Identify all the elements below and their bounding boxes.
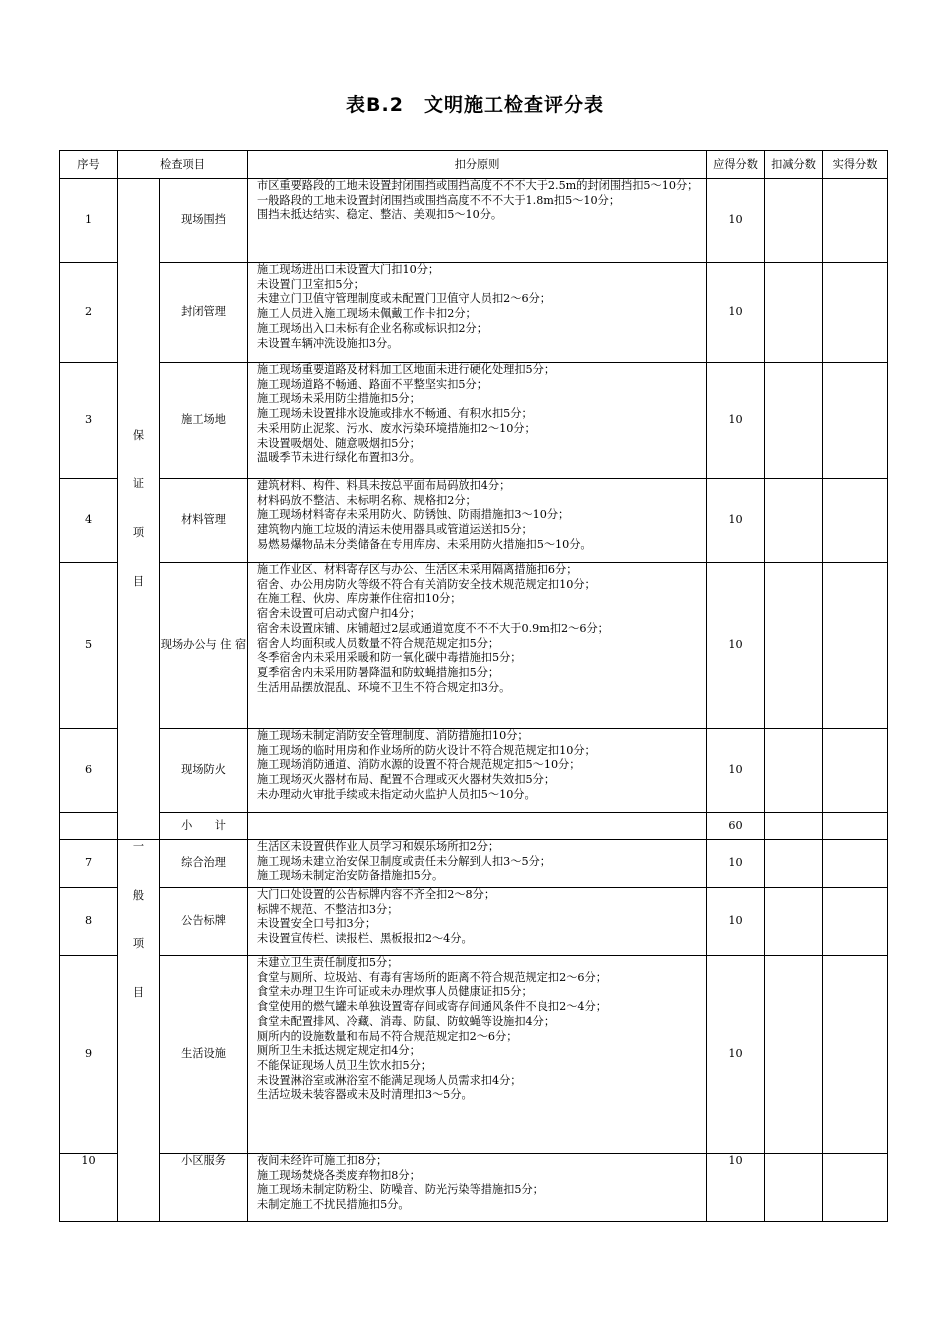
rule-line: 生活用品摆放混乱、环境不卫生不符合规定扣3分。 (257, 680, 511, 694)
inspection-score-table (59, 150, 888, 1222)
rule-line: 施工现场出入口未标有企业名称或标识扣2分； (257, 321, 488, 335)
actual-score-cell[interactable] (823, 840, 888, 888)
actual-score-cell[interactable] (823, 179, 888, 263)
table-header-row (60, 151, 888, 179)
deduct-score-cell[interactable] (765, 1154, 823, 1222)
rule-line: 夏季宿舍内未采用防暑降温和防蚊蝇措施扣5分； (257, 665, 500, 679)
row-number: 6 (60, 729, 118, 813)
category-char: 项 (132, 526, 145, 539)
rule-line: 施工现场未建立治安保卫制度或责任未分解到人扣3～5分； (257, 854, 551, 868)
table-body (60, 151, 888, 1222)
page-title: 表B.2 文明施工检查评分表 (346, 94, 604, 116)
rule-line: 施工现场的临时用房和作业场所的防火设计不符合规范规定扣10分； (257, 743, 596, 757)
rule-line: 施工现场未制定治安防备措施扣5分。 (257, 869, 444, 883)
deduct-score-cell[interactable] (765, 840, 823, 888)
check-item-name: 生活设施 (160, 956, 248, 1154)
rule-line: 施工现场进出口未设置大门扣10分； (257, 263, 440, 276)
rule-line: 宿舍人均面积或人员数量不符合规范规定扣5分； (257, 636, 500, 650)
table-row (60, 263, 888, 363)
table-row (60, 729, 888, 813)
row-number: 1 (60, 179, 118, 263)
table-row (60, 479, 888, 563)
category-char: 保 (132, 428, 145, 442)
rule-line: 施工现场未设置排水设施或排水不畅通、有积水扣5分； (257, 407, 533, 421)
actual-score-cell[interactable] (823, 956, 888, 1154)
deduct-score-cell[interactable] (765, 263, 823, 363)
deduction-rules (248, 563, 707, 729)
rule-line: 厕所内的设施数量和布局不符合规范规定扣2～6分； (257, 1029, 518, 1043)
subtotal-seq (60, 813, 118, 840)
rule-line: 市区重要路段的工地未设置封闭围挡或围挡高度不不不大于2.5m的封闭围挡扣5～10分； (257, 179, 699, 192)
due-score: 10 (707, 888, 765, 956)
check-item-name: 现场办公与 住 宿 (160, 563, 248, 729)
deduction-rules (248, 840, 707, 888)
subtotal-rules (248, 813, 707, 840)
due-score: 10 (707, 263, 765, 363)
rule-line: 冬季宿舍内未采用采暖和防一氧化碳中毒措施扣5分； (257, 651, 522, 665)
rule-line: 未设置安全口号扣3分； (257, 917, 377, 931)
deduction-rules (248, 888, 707, 956)
rule-line: 不能保证现场人员卫生饮水扣5分； (257, 1058, 432, 1072)
category-char: 项 (132, 937, 145, 951)
deduct-score-cell[interactable] (765, 363, 823, 479)
deduct-score-cell[interactable] (765, 563, 823, 729)
row-number: 10 (60, 1154, 118, 1222)
rule-line: 生活垃圾未装容器或未及时清理扣3～5分。 (257, 1088, 473, 1102)
row-number: 2 (60, 263, 118, 363)
table-row (60, 363, 888, 479)
rule-line: 食堂未配置排风、冷藏、消毒、防鼠、防蚊蝇等设施扣4分； (257, 1014, 556, 1028)
check-item-name: 小区服务 (160, 1154, 248, 1222)
rule-line: 食堂与厕所、垃圾站、有毒有害场所的距离不符合规范规定扣2～6分； (257, 970, 607, 984)
check-item-name: 现场防火 (160, 729, 248, 813)
category-char: 证 (132, 477, 145, 491)
actual-score-cell[interactable] (823, 479, 888, 563)
header-rules: 扣分原则 (248, 151, 707, 179)
deduction-rules (248, 479, 707, 563)
row-number: 7 (60, 840, 118, 888)
table-row (60, 956, 888, 1154)
category-char: 目 (132, 986, 145, 1000)
due-score: 10 (707, 956, 765, 1154)
header-seq: 序号 (60, 151, 118, 179)
due-score: 10 (707, 563, 765, 729)
actual-score-cell[interactable] (823, 729, 888, 813)
rule-line: 在施工程、伙房、库房兼作住宿扣10分； (257, 592, 462, 606)
check-item-name: 现场围挡 (160, 179, 248, 263)
rule-line: 施工现场重要道路及材料加工区地面未进行硬化处理扣5分； (257, 363, 556, 376)
rule-line: 未制定施工不扰民措施扣5分。 (257, 1198, 410, 1212)
rule-line: 未建立卫生责任制度扣5分； (257, 956, 399, 969)
rule-line: 宿舍、办公用房防火等级不符合有关消防安全技术规范规定扣10分； (257, 577, 596, 591)
deduction-rules (248, 263, 707, 363)
check-item-name: 材料管理 (160, 479, 248, 563)
rule-line: 未采用防止泥浆、污水、废水污染环境措施扣2～10分； (257, 421, 536, 435)
table-row (60, 1154, 888, 1222)
subtotal-row (60, 813, 888, 840)
deduct-score-cell[interactable] (765, 888, 823, 956)
check-item-name: 公告标牌 (160, 888, 248, 956)
category-char: 一 (132, 840, 145, 853)
rule-line: 施工现场焚烧各类废弃物扣8分； (257, 1168, 421, 1182)
row-number: 8 (60, 888, 118, 956)
rule-line: 施工人员进入施工现场未佩戴工作卡扣2分； (257, 307, 477, 321)
rule-line: 未设置门卫室扣5分； (257, 277, 365, 291)
actual-score-cell[interactable] (823, 363, 888, 479)
table-row (60, 888, 888, 956)
rule-line: 围挡未抵达结实、稳定、整洁、美观扣5～10分。 (257, 208, 503, 222)
rule-line: 未设置吸烟处、随意吸烟扣5分； (257, 436, 421, 450)
due-score: 10 (707, 840, 765, 888)
header-actual: 实得分数 (823, 151, 888, 179)
table-row (60, 563, 888, 729)
rule-line: 标牌不规范、不整洁扣3分； (257, 902, 399, 916)
actual-score-cell[interactable] (823, 563, 888, 729)
header-due: 应得分数 (707, 151, 765, 179)
actual-score-cell[interactable] (823, 1154, 888, 1222)
deduct-score-cell[interactable] (765, 729, 823, 813)
rule-line: 易燃易爆物品未分类储备在专用库房、未采用防火措施扣5～10分。 (257, 537, 592, 551)
due-score: 10 (707, 729, 765, 813)
rule-line: 厕所卫生未抵达规定规定扣4分； (257, 1044, 421, 1058)
rule-line: 施工现场未制定消防安全管理制度、消防措施扣10分； (257, 729, 529, 742)
subtotal-actual[interactable] (823, 813, 888, 840)
row-number: 3 (60, 363, 118, 479)
subtotal-label: 小 计 (160, 813, 248, 840)
rule-line: 建筑物内施工垃圾的清运未使用器具或管道运送扣5分； (257, 523, 533, 537)
rule-line: 食堂使用的燃气罐未单独设置寄存间或寄存间通风条件不良扣2～4分； (257, 1000, 607, 1014)
rule-line: 宿舍未设置床铺、床铺超过2层或通道宽度不不不大于0.9m扣2～6分； (257, 621, 609, 635)
category-general-items (118, 840, 160, 1222)
subtotal-score: 60 (707, 813, 765, 840)
rule-line: 施工现场未制定防粉尘、防噪音、防光污染等措施扣5分； (257, 1183, 544, 1197)
rule-line: 温暖季节未进行绿化布置扣3分。 (257, 451, 421, 465)
due-score: 10 (707, 363, 765, 479)
deduction-rules (248, 363, 707, 479)
deduct-score-cell[interactable] (765, 479, 823, 563)
category-char: 般 (132, 888, 145, 902)
deduction-rules (248, 956, 707, 1154)
check-item-name: 综合治理 (160, 840, 248, 888)
deduction-rules (248, 729, 707, 813)
rule-line: 材料码放不整洁、未标明名称、规格扣2分； (257, 493, 477, 507)
row-number: 5 (60, 563, 118, 729)
rule-line: 食堂未办理卫生许可证或未办理炊事人员健康证扣5分； (257, 985, 533, 999)
rule-line: 建筑材料、构件、料具未按总平面布局码放扣4分； (257, 479, 511, 492)
check-item-name: 封闭管理 (160, 263, 248, 363)
rule-line: 施工现场道路不畅通、路面不平整坚实扣5分； (257, 377, 488, 391)
deduction-rules (248, 179, 707, 263)
rule-line: 未设置淋浴室或淋浴室不能满足现场人员需求扣4分； (257, 1073, 522, 1087)
deduct-score-cell[interactable] (765, 956, 823, 1154)
table-row (60, 840, 888, 888)
category-guarantee-items (118, 179, 160, 840)
rule-line: 未建立门卫值守管理制度或未配置门卫值守人员扣2～6分； (257, 292, 551, 306)
header-item: 检查项目 (118, 151, 248, 179)
table-row (60, 179, 888, 263)
actual-score-cell[interactable] (823, 888, 888, 956)
rule-line: 施工现场消防通道、消防水源的设置不符合规范规定扣5～10分； (257, 758, 581, 772)
due-score: 10 (707, 179, 765, 263)
category-char: 目 (132, 574, 145, 588)
rule-line: 施工现场灭火器材布局、配置不合理或灭火器材失效扣5分； (257, 773, 556, 787)
rule-line: 施工现场未采用防尘措施扣5分； (257, 392, 421, 406)
due-score: 10 (707, 1154, 765, 1222)
row-number: 9 (60, 956, 118, 1154)
check-item-name: 施工场地 (160, 363, 248, 479)
rule-line: 一般路段的工地未设置封闭围挡或围挡高度不不不大于1.8m扣5～10分； (257, 193, 621, 207)
actual-score-cell[interactable] (823, 263, 888, 363)
rule-line: 未设置宣传栏、读报栏、黑板报扣2～4分。 (257, 932, 473, 946)
rule-line: 夜间未经许可施工扣8分； (257, 1154, 388, 1167)
rule-line: 施工现场材料寄存未采用防火、防锈蚀、防雨措施扣3～10分； (257, 508, 570, 522)
rule-line: 宿舍未设置可启动式窗户扣4分； (257, 607, 421, 621)
header-deduct: 扣减分数 (765, 151, 823, 179)
rule-line: 未设置车辆冲洗设施扣3分。 (257, 336, 399, 350)
subtotal-deduct[interactable] (765, 813, 823, 840)
rule-line: 生活区未设置供作业人员学习和娱乐场所扣2分； (257, 840, 500, 853)
due-score: 10 (707, 479, 765, 563)
rule-line: 施工作业区、材料寄存区与办公、生活区未采用隔离措施扣6分； (257, 563, 578, 576)
rule-line: 未办理动火审批手续或未指定动火监护人员扣5～10分。 (257, 787, 536, 801)
row-number: 4 (60, 479, 118, 563)
deduction-rules (248, 1154, 707, 1222)
deduct-score-cell[interactable] (765, 179, 823, 263)
rule-line: 大门口处设置的公告标牌内容不齐全扣2～8分； (257, 888, 496, 901)
